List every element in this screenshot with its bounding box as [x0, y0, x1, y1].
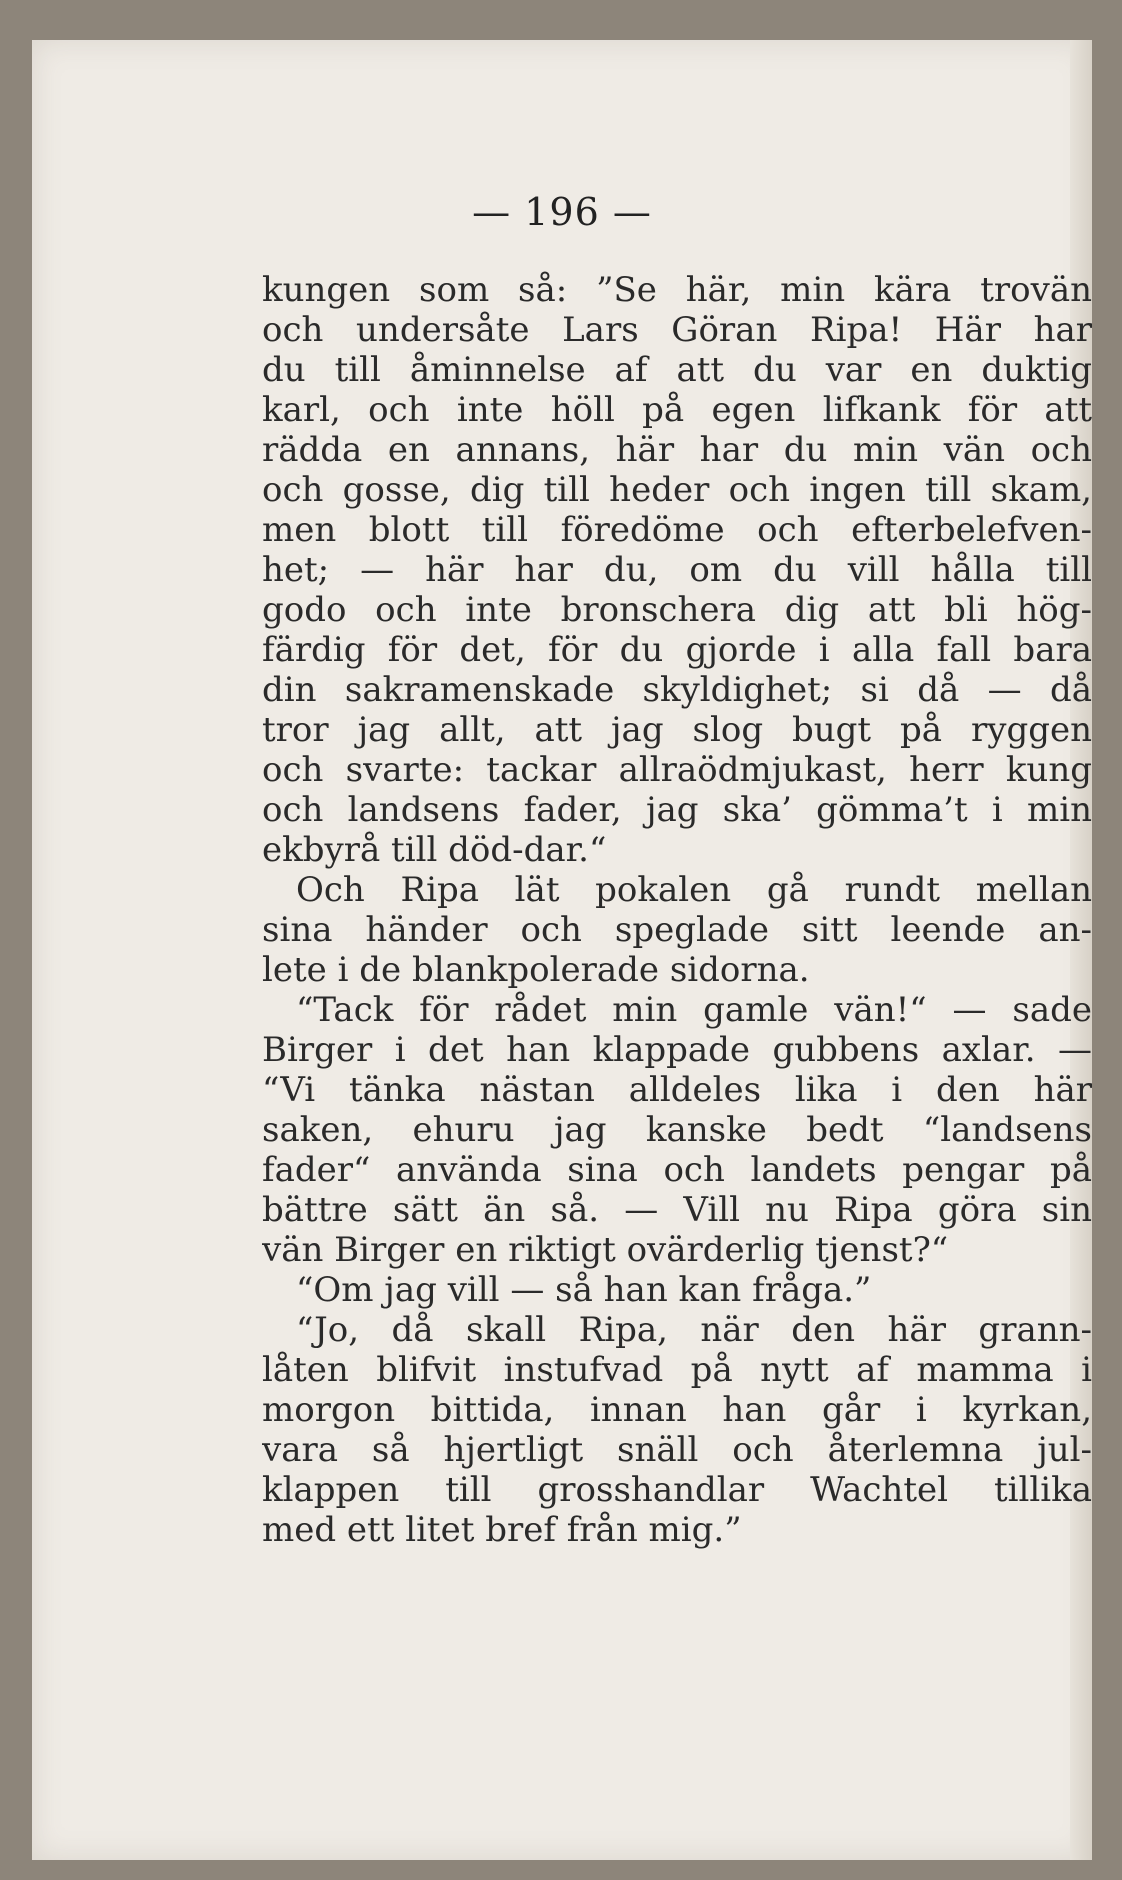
text-line: ekbyrå till död-dar.“	[262, 830, 607, 870]
text-line: “Jo, då skall Ripa, när den här grann-	[296, 1310, 1092, 1350]
text-line: lete i de blankpolerade sidorna.	[262, 950, 810, 990]
book-page	[32, 40, 1092, 1860]
text-line: “Vi tänka nästan alldeles lika i den här	[262, 1070, 1092, 1110]
text-line: Birger i det han klappade gubbens axlar. —	[262, 1030, 1092, 1070]
text-line: tror jag allt, att jag slog bugt på ryggen	[262, 710, 1092, 750]
text-line: sina händer och speglade sitt leende an-	[262, 910, 1092, 950]
text-line: fader“ använda sina och landets pengar på	[262, 1150, 1092, 1190]
text-line: du till åminnelse af att du var en duktig	[262, 350, 1092, 390]
text-line: “Om jag vill — så han kan fråga.”	[296, 1270, 872, 1310]
text-line: rädda en annans, här har du min vän och	[262, 430, 1092, 470]
body-text	[262, 270, 1092, 1550]
text-line: låten blifvit instufvad på nytt af mamma i	[262, 1350, 1092, 1390]
text-line: Och Ripa lät pokalen gå rundt mellan	[296, 870, 1092, 910]
text-line: färdig för det, för du gjorde i alla fall bara	[262, 630, 1092, 670]
text-line: och landsens fader, jag ska’ gömma’t i min	[262, 790, 1092, 830]
text-line: och svarte: tackar allraödmjukast, herr kung	[262, 750, 1092, 790]
text-line: och gosse, dig till heder och ingen till skam,	[262, 470, 1092, 510]
text-line: godo och inte bronschera dig att bli hög-	[262, 590, 1092, 630]
text-line: “Tack för rådet min gamle vän!“ — sade	[296, 990, 1092, 1030]
page-number: — 196 —	[472, 190, 652, 234]
text-line: vän Birger en riktigt ovärderlig tjenst?“	[262, 1230, 949, 1270]
text-line: saken, ehuru jag kanske bedt “landsens	[262, 1110, 1092, 1150]
text-line: morgon bittida, innan han går i kyrkan,	[262, 1390, 1092, 1430]
text-line: med ett litet bref från mig.”	[262, 1510, 742, 1550]
text-line: och undersåte Lars Göran Ripa! Här har	[262, 310, 1092, 350]
text-line: klappen till grosshandlar Wachtel tillika	[262, 1470, 1092, 1510]
text-line: kungen som så: ”Se här, min kära trovän	[262, 270, 1092, 310]
text-line: bättre sätt än så. — Vill nu Ripa göra sin	[262, 1190, 1092, 1230]
text-line: het; — här har du, om du vill hålla till	[262, 550, 1092, 590]
text-line: men blott till föredöme och efterbelefven-	[262, 510, 1092, 550]
text-line: vara så hjertligt snäll och återlemna jul-	[262, 1430, 1092, 1470]
text-line: karl, och inte höll på egen lifkank för att	[262, 390, 1092, 430]
text-line: din sakramenskade skyldighet; si då — då	[262, 670, 1092, 710]
